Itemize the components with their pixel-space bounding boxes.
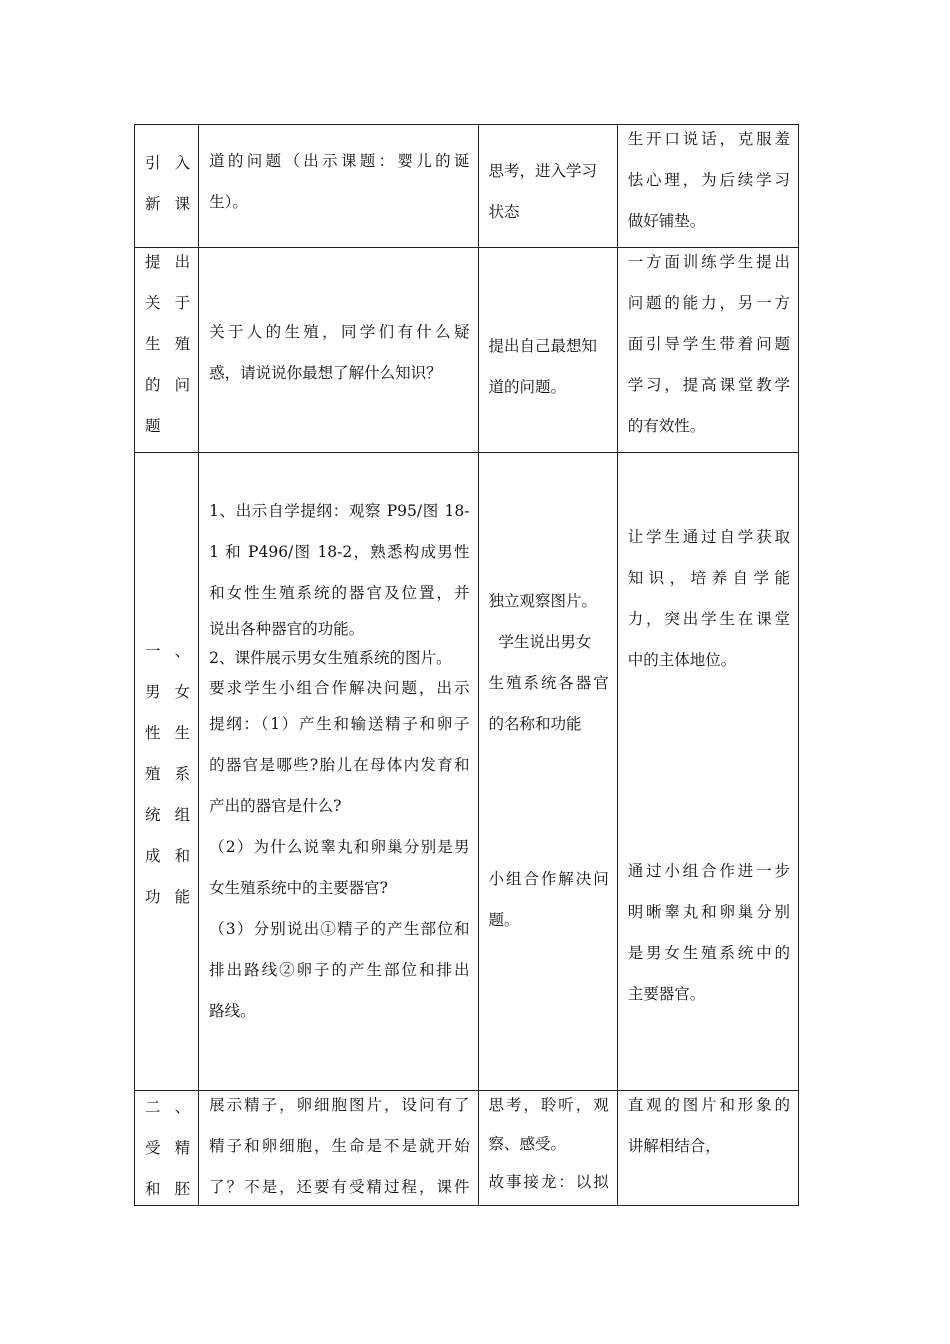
stage-line: 受 精 bbox=[145, 1139, 191, 1157]
text-line: 了？不是，还要有受精过程，课件 bbox=[209, 1178, 470, 1196]
text-line: 独立观察图片。 bbox=[488, 592, 598, 610]
text-line: 思考，聆听，观 bbox=[488, 1096, 609, 1114]
text-line: 的名称和功能 bbox=[488, 715, 582, 733]
text-line: 女生殖系统中的主要器官? bbox=[209, 879, 388, 897]
stage-cell bbox=[135, 125, 199, 248]
design-intent-cell bbox=[617, 453, 798, 1091]
stage-line: 的 问 bbox=[145, 376, 191, 394]
text-line: 直观的图片和形象的 bbox=[627, 1096, 790, 1114]
student-activity-cell bbox=[478, 125, 617, 248]
text-line: 提纲：（1）产生和输送精子和卵子 bbox=[209, 715, 470, 733]
table-row bbox=[135, 125, 799, 248]
text-line: 讲解相结合， bbox=[627, 1137, 721, 1155]
teacher-activity-cell bbox=[199, 1091, 478, 1206]
text-line: 中的主体地位。 bbox=[627, 651, 737, 669]
stage-line: 统 组 bbox=[145, 806, 191, 824]
design-intent-cell bbox=[617, 125, 798, 248]
teacher-activity-cell bbox=[199, 248, 478, 453]
stage-cell bbox=[135, 1091, 199, 1206]
text-line: 道的问题。 bbox=[488, 378, 567, 396]
text-line: 面引导学生带着问题 bbox=[627, 335, 790, 353]
text-line: 做好铺垫。 bbox=[627, 212, 706, 230]
design-intent-cell bbox=[617, 1091, 798, 1206]
table-row bbox=[135, 453, 799, 1091]
table-row bbox=[135, 248, 799, 453]
text-line: 是男女生殖系统中的 bbox=[627, 944, 790, 962]
text-line: 的器官是哪些?胎儿在母体内发育和 bbox=[209, 756, 470, 774]
text-line: 说出各种器官的功能。 bbox=[209, 620, 365, 638]
text-line: 一方面训练学生提出 bbox=[627, 253, 790, 271]
text-line: 产出的器官是什么? bbox=[209, 797, 342, 815]
text-line: 学习，提高课堂教学 bbox=[627, 376, 790, 394]
text-line: 生）。 bbox=[209, 193, 248, 211]
teacher-activity-cell bbox=[199, 125, 478, 248]
text-line: 2、课件展示男女生殖系统的图片。 bbox=[209, 649, 452, 667]
stage-line: 关 于 bbox=[145, 294, 191, 312]
text-line: 力，突出学生在课堂 bbox=[627, 610, 790, 628]
stage-line: 殖 系 bbox=[145, 765, 191, 783]
stage-line: 二 、 bbox=[145, 1098, 191, 1116]
stage-line: 男 女 bbox=[145, 683, 191, 701]
text-line: 让学生通过自学获取 bbox=[627, 528, 790, 546]
text-line: 精子和卵细胞，生命是不是就开始 bbox=[209, 1137, 470, 1155]
text-line: 提出自己最想知 bbox=[488, 337, 598, 355]
text-line: 的有效性。 bbox=[627, 417, 706, 435]
text-line: 知 识 ， 培 养 自 学 能 bbox=[627, 569, 790, 587]
stage-line: 和 胚 bbox=[145, 1180, 191, 1198]
text-line: 故事接龙：以拟 bbox=[488, 1173, 609, 1191]
text-line: 明晰睾丸和卵巢分别 bbox=[627, 903, 790, 921]
stage-line: 提 出 bbox=[145, 253, 191, 271]
text-line: 小组合作解决问 bbox=[488, 870, 609, 888]
stage-line: 性 生 bbox=[145, 724, 191, 742]
teacher-activity-cell bbox=[199, 453, 478, 1091]
text-line: 怯心理，为后续学习 bbox=[627, 171, 790, 189]
stage-line: 题 bbox=[145, 417, 161, 435]
text-line: 和女性生殖系统的器官及位置，并 bbox=[209, 584, 470, 602]
text-line: 1 和 P496/图 18-2，熟悉构成男性 bbox=[209, 543, 470, 561]
text-line: 主要器官。 bbox=[627, 985, 706, 1003]
text-line: 状态 bbox=[488, 203, 520, 221]
text-line: 关于人的生殖，同学们有什么疑 bbox=[209, 323, 470, 341]
text-line: （3）分别说出①精子的产生部位和 bbox=[209, 920, 470, 938]
stage-line: 成 和 bbox=[145, 847, 191, 865]
text-line: 问题的能力，另一方 bbox=[627, 294, 790, 312]
stage-line: 引 入 bbox=[145, 154, 191, 172]
text-line: 路线。 bbox=[209, 1002, 256, 1020]
text-line: 生殖系统各器官 bbox=[488, 674, 609, 692]
stage-line: 生 殖 bbox=[145, 335, 191, 353]
stage-line: 一 、 bbox=[145, 642, 191, 660]
text-line: 1、出示自学提纲：观察 P95/图 18- bbox=[209, 502, 470, 520]
student-activity-cell bbox=[478, 1091, 617, 1206]
stage-line: 新课 bbox=[145, 195, 191, 213]
text-line: 学生说出男女 bbox=[488, 633, 592, 651]
table-row bbox=[135, 1091, 799, 1206]
text-line: 生开口说话，克服羞 bbox=[627, 130, 790, 148]
text-line: 惑，请说说你最想了解什么知识？ bbox=[209, 364, 442, 382]
stage-line: 功能 bbox=[145, 888, 191, 906]
text-line: 题。 bbox=[488, 911, 520, 929]
lesson-plan-table bbox=[134, 124, 799, 1206]
design-intent-cell bbox=[617, 248, 798, 453]
text-line: （2）为什么说睾丸和卵巢分别是男 bbox=[209, 838, 470, 856]
text-line: 展示精子，卵细胞图片，设问有了 bbox=[209, 1096, 470, 1114]
student-activity-cell bbox=[478, 248, 617, 453]
text-line: 察、感受。 bbox=[488, 1135, 567, 1153]
stage-cell bbox=[135, 453, 199, 1091]
text-line: 排出路线②卵子的产生部位和排出 bbox=[209, 961, 470, 979]
student-activity-cell bbox=[478, 453, 617, 1091]
text-line: 要求学生小组合作解决问题，出示 bbox=[209, 679, 470, 697]
text-line: 通过小组合作进一步 bbox=[627, 862, 790, 880]
text-line: 道的问题（出示课题：婴儿的诞 bbox=[209, 152, 470, 170]
stage-cell bbox=[135, 248, 199, 453]
text-line: 思考，进入学习 bbox=[488, 162, 598, 180]
